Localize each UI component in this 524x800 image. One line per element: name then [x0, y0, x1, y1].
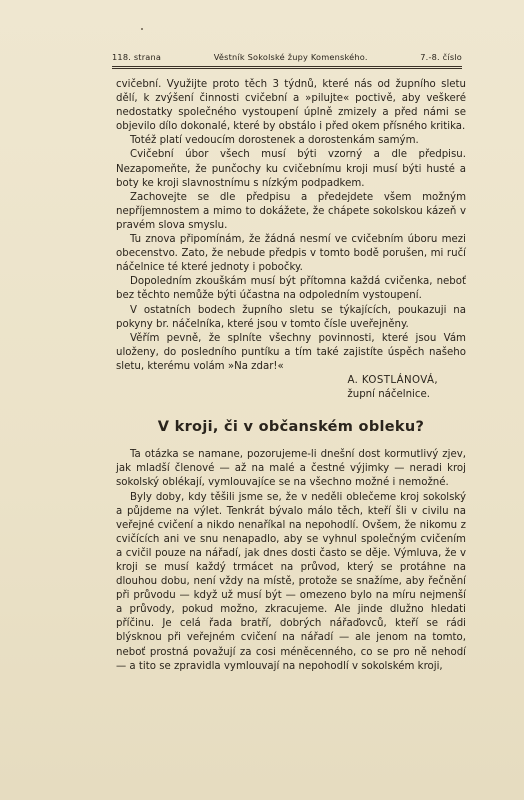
paragraph: Zachovejte se dle předpisu a předejdete všem možným nepříjemnostem a mimo to dokážete, že chápete sokolskou kázeň v pravém slova smyslu. [116, 191, 466, 231]
page-number: 118. strana [112, 52, 162, 62]
page-body [116, 78, 466, 674]
header-rule [112, 68, 462, 69]
paragraph: cvičební. Využijte proto těch 3 týdnů, které nás od župního sletu dělí, k zvýšení činnosti cvičební a »pilujte« poctivě, aby veškeré nedostatky společného vystoupení úplně zmizely a před námi se objevilo dílo dokonalé, které by obstálo i před okem přísného kritika. [116, 79, 466, 133]
article-paragraph: Byly doby, kdy těšili jsme se, že v neděli oblečeme kroj sokolský a půjdeme na výlet. Tenkrát bývalo málo těch, kteří šli v civilu na veřejné cvičení a nikdo nenaříkal na nepohodlí. Ovšem, že nikomu z cvičících ani ve snu nenapadlo, aby se vyhnul společným cvičením a cvičil pouze na nářadí, jak dnes dosti často se děje. Výmluva, že v kroji se musí každý trmácet na průvod, který se protáhne na dlouhou dobu, není vždy na místě, protože se snažíme, aby řečnění při průvodu — když už musí být — omezeno bylo na míru nejmenší a průvody, pokud možno, zkracujeme. Ale jinde dlužno hledati příčinu. Je celá řada bratří, dobrých nářaďovců, kteří se rádi blýsknou při veřejném cvičení na nářadí — ale jenom na tomto, neboť prostná považují za cosi méněcenného, co se pro ně nehodí — a tito se zpravidla vymlouvají na nepohodlí v sokolském kroji, [116, 491, 466, 672]
signature-name: A. KOSTLÁNOVÁ, [347, 374, 438, 386]
paragraph: V ostatních bodech župního sletu se týkajících, poukazuji na pokyny br. náčelníka, které jsou v tomto čísle uveřejněny. [116, 304, 466, 330]
paragraph: Tu znova připomínám, že žádná nesmí ve cvičebním úboru mezi obecenstvo. Zato, že nebude předpis v tomto bodě porušen, mi ručí náčelnice té které jednoty i pobočky. [116, 234, 466, 274]
paragraph: Cvičební úbor všech musí býti vzorný a dle předpisu. Nezapomeňte, že punčochy ku cvičebnímu kroji musí býti husté a boty ke kroji slavnostnímu s nízkým podpadkem. [116, 149, 466, 189]
running-header [112, 52, 462, 67]
paragraph: Totéž platí vedoucím dorostenek a dorostenkám samým. [130, 135, 419, 147]
paragraph: Dopoledním zkouškám musí být přítomna každá cvičenka, neboť bez těchto nemůže býti účastna na odpoledním vystoupení. [116, 276, 466, 302]
journal-title: Věstník Sokolské župy Komenského. [213, 52, 368, 62]
print-speck [141, 28, 143, 30]
signature-block [116, 374, 466, 402]
paragraph: Věřím pevně, že splníte všechny povinnosti, které jsou Vám uloženy, do posledního puntíku a tím také zajistíte úspěch našeho sletu, kterému volám »Na zdar!« [116, 332, 466, 372]
signature-role: župní náčelnice. [347, 389, 430, 401]
article-title: V kroji, či v občanském obleku? [157, 419, 425, 436]
issue-number: 7.-8. číslo [420, 52, 462, 62]
article-paragraph: Ta otázka se namane, pozorujeme-li dnešní dost kormutlivý zjev, jak mladší členové — až na malé a čestné výjimky — neradi kroj sokolský oblékají, vymlouvajíce se na všechno možné i nemožné. [116, 449, 466, 489]
